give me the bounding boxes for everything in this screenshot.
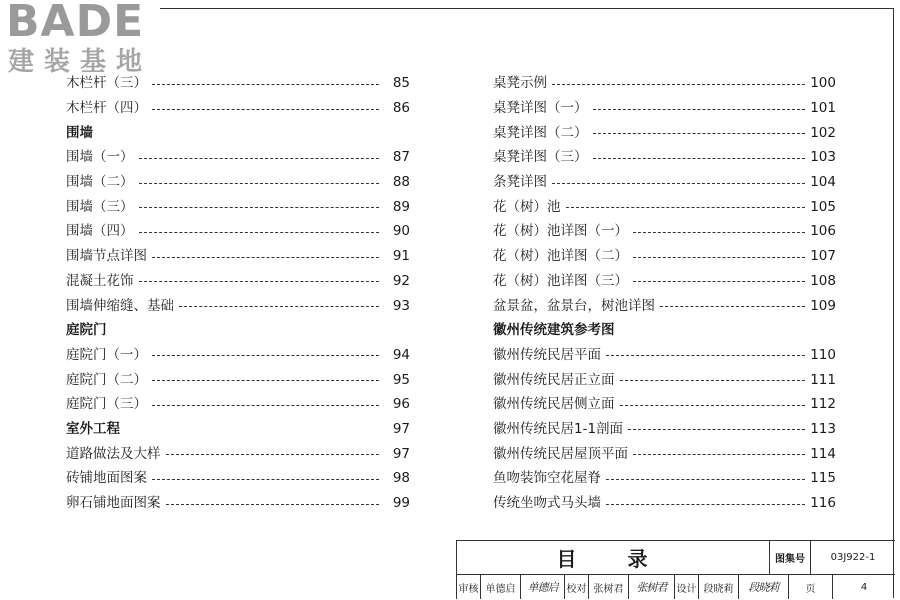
toc-section-heading: [66, 120, 410, 145]
toc-section-heading: [493, 318, 836, 343]
toc-page-number: 116: [810, 495, 836, 512]
toc-entry: [66, 145, 410, 170]
toc-page-number: 94: [392, 346, 410, 363]
toc-dotted-leader: [620, 405, 806, 406]
toc-entry-title: 庭院门（三）: [66, 396, 147, 413]
toc-dotted-leader: [633, 454, 805, 455]
logo-brand: BADE: [6, 0, 145, 47]
toc-dotted-leader: [633, 232, 805, 233]
toc-dotted-leader: [166, 454, 380, 455]
toc-entry-title: 盆景盆，盆景台，树池详图: [493, 297, 655, 314]
toc-entry-title: 花（树）池详图（一）: [493, 223, 628, 240]
toc-entry: [66, 343, 410, 368]
page-number: 4: [860, 581, 868, 593]
toc-entry: [66, 170, 410, 195]
toc-entry: [493, 145, 836, 170]
toc-entry-title: 卵石铺地面图案: [66, 495, 161, 512]
check-label: 校对: [565, 575, 589, 599]
toc-page-number: 96: [392, 396, 410, 413]
sheet-title: 目 录: [457, 541, 770, 575]
toc-entry-title: 徽州传统民居侧立面: [493, 396, 615, 413]
toc-page-number: 93: [392, 297, 410, 314]
toc-entry: [493, 466, 836, 491]
toc-entry: [493, 491, 836, 516]
toc-page-number: 113: [810, 420, 836, 437]
toc-dotted-leader: [152, 405, 379, 406]
toc-dotted-leader: [139, 207, 380, 208]
toc-entry: [493, 441, 836, 466]
toc-entry: [493, 269, 836, 294]
toc-entry-title: 桌凳详图（一）: [493, 100, 588, 117]
toc-entry: [493, 392, 836, 417]
toc-dotted-leader: [166, 504, 380, 505]
set-number-label: 图集号: [770, 541, 811, 575]
toc-page-number: 114: [810, 445, 836, 462]
designer-name: 段晓莉: [699, 575, 739, 599]
toc-entry: [66, 71, 410, 96]
toc-entry-title: 围墙（三）: [66, 198, 134, 215]
toc-page-number: 107: [810, 248, 836, 265]
logo-subtitle: 建装基地: [8, 47, 153, 77]
reviewer-signature: 单德启: [521, 575, 565, 599]
toc-entry-title: 庭院门: [66, 322, 107, 339]
toc-entry: [66, 392, 410, 417]
toc-dotted-leader: [593, 158, 806, 159]
toc-entry-title: 徽州传统民居屋顶平面: [493, 445, 628, 462]
toc-page-number: 98: [392, 470, 410, 487]
toc-dotted-leader: [552, 84, 805, 85]
frame-right-border: [893, 8, 894, 598]
toc-page-number: 115: [810, 470, 836, 487]
toc-dotted-leader: [152, 257, 379, 258]
toc-entry-title: 徽州传统建筑参考图: [493, 322, 615, 339]
toc-dotted-leader: [593, 109, 806, 110]
toc-entry-title: 围墙伸缩缝、基础: [66, 297, 174, 314]
review-label: 审核: [457, 575, 481, 599]
toc-page-number: 91: [392, 248, 410, 265]
toc-page-number: 108: [810, 272, 836, 289]
toc-entry: [66, 269, 410, 294]
toc-entry-title: 花（树）池详图（二）: [493, 248, 628, 265]
toc-entry: [66, 244, 410, 269]
toc-page-number: 95: [392, 371, 410, 388]
toc-dotted-leader: [152, 109, 379, 110]
toc-right-column: [493, 71, 836, 515]
toc-entry-title: 围墙节点详图: [66, 248, 147, 265]
toc-page-number: 86: [392, 100, 410, 117]
toc-entry-title: 花（树）池: [493, 198, 561, 215]
set-number-value: 03J922-1: [811, 541, 895, 575]
toc-entry-title: 道路做法及大样: [66, 445, 161, 462]
toc-page-number: 111: [810, 371, 836, 388]
toc-dotted-leader: [633, 281, 805, 282]
toc-page-number: 109: [810, 297, 836, 314]
toc-dotted-leader: [139, 158, 380, 159]
toc-section-heading: [66, 417, 410, 442]
toc-dotted-leader: [628, 429, 805, 430]
toc-left-column: [66, 71, 410, 515]
toc-entry: [493, 71, 836, 96]
toc-entry: [493, 170, 836, 195]
toc-section-heading: [66, 318, 410, 343]
toc-entry: [493, 96, 836, 121]
title-block: [456, 540, 895, 599]
toc-entry-title: 桌凳示例: [493, 75, 547, 92]
toc-page-number: 106: [810, 223, 836, 240]
toc-entry-title: 围墙（二）: [66, 174, 134, 191]
toc-dotted-leader: [620, 380, 806, 381]
toc-entry-title: 混凝土花饰: [66, 272, 134, 289]
toc-entry: [66, 194, 410, 219]
title-block-signature-row: [457, 575, 895, 599]
toc-entry-title: 传统坐吻式马头墙: [493, 495, 601, 512]
toc-page-number: 100: [810, 75, 836, 92]
toc-page-number: 97: [392, 445, 410, 462]
toc-page-number: 112: [810, 396, 836, 413]
toc-page-number: 92: [392, 272, 410, 289]
toc-entry-title: 徽州传统民居1-1剖面: [493, 420, 624, 437]
toc-dotted-leader: [566, 207, 806, 208]
toc-entry-title: 条凳详图: [493, 174, 547, 191]
toc-page-number: 88: [392, 174, 410, 191]
toc-dotted-leader: [552, 183, 805, 184]
toc-entry: [66, 491, 410, 516]
toc-entry: [493, 417, 836, 442]
checker-name: 张树君: [589, 575, 629, 599]
toc-entry-title: 砖铺地面图案: [66, 470, 147, 487]
toc-entry: [66, 219, 410, 244]
toc-entry-title: 桌凳详图（二）: [493, 124, 588, 141]
toc-entry-title: 庭院门（二）: [66, 371, 147, 388]
page-label: 页: [789, 575, 833, 599]
toc-dotted-leader: [606, 355, 805, 356]
toc-dotted-leader: [633, 257, 805, 258]
toc-page-number: 97: [392, 420, 410, 437]
toc-entry: [493, 219, 836, 244]
reviewer-name: 单德启: [481, 575, 521, 599]
frame-top-border: [160, 8, 894, 9]
toc-page-number: 87: [392, 149, 410, 166]
toc-dotted-leader: [152, 479, 379, 480]
toc-entry-title: 木栏杆（四）: [66, 100, 147, 117]
toc-entry-title: 围墙（一）: [66, 149, 134, 166]
toc-page-number: 103: [810, 149, 836, 166]
toc-entry: [66, 441, 410, 466]
toc-page-number: 105: [810, 198, 836, 215]
toc-entry: [493, 194, 836, 219]
toc-entry: [493, 244, 836, 269]
toc-page-number: 101: [810, 100, 836, 117]
toc-dotted-leader: [152, 380, 379, 381]
toc-page-number: 102: [810, 124, 836, 141]
toc-page-number: 99: [392, 495, 410, 512]
toc-entry-title: 室外工程: [66, 420, 120, 437]
toc-dotted-leader: [139, 232, 380, 233]
toc-entry-title: 花（树）池详图（三）: [493, 272, 628, 289]
toc-entry: [66, 466, 410, 491]
toc-dotted-leader: [593, 133, 806, 134]
toc-dotted-leader: [139, 183, 380, 184]
toc-entry: [66, 367, 410, 392]
toc-dotted-leader: [152, 84, 379, 85]
toc-entry: [493, 343, 836, 368]
toc-dotted-leader: [660, 306, 805, 307]
toc-dotted-leader: [152, 355, 379, 356]
toc-entry-title: 桌凳详图（三）: [493, 149, 588, 166]
toc-dotted-leader: [139, 281, 380, 282]
toc-page-number: 110: [810, 346, 836, 363]
checker-signature: 张树君: [629, 575, 675, 599]
toc-entry: [493, 293, 836, 318]
toc-entry-title: 庭院门（一）: [66, 346, 147, 363]
watermark-logo: [6, 2, 166, 80]
toc-entry-title: 围墙: [66, 124, 93, 141]
toc-page-number: 89: [392, 198, 410, 215]
toc-entry-title: 徽州传统民居平面: [493, 346, 601, 363]
toc-page-number: 90: [392, 223, 410, 240]
toc-entry: [66, 293, 410, 318]
toc-entry-title: 徽州传统民居正立面: [493, 371, 615, 388]
toc-page-number: 104: [810, 174, 836, 191]
toc-entry: [66, 96, 410, 121]
toc-dotted-leader: [179, 306, 379, 307]
toc-entry-title: 鱼吻装饰空花屋脊: [493, 470, 601, 487]
designer-signature: 段晓莉: [739, 575, 789, 599]
toc-entry-title: 围墙（四）: [66, 223, 134, 240]
toc-entry-title: 木栏杆（三）: [66, 75, 147, 92]
toc-entry: [493, 367, 836, 392]
toc-page-number: 85: [392, 75, 410, 92]
toc-entry: [493, 120, 836, 145]
toc-dotted-leader: [606, 504, 805, 505]
design-label: 设计: [675, 575, 699, 599]
toc-dotted-leader: [606, 479, 805, 480]
